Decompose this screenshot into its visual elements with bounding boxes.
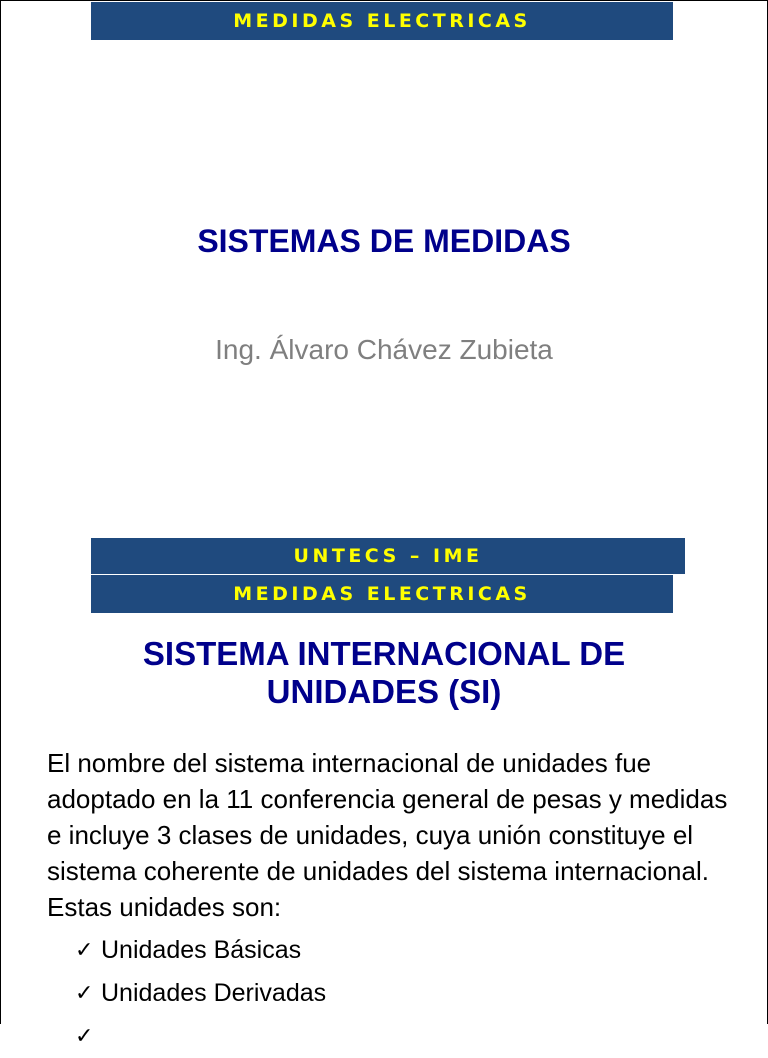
slide1-header-bar: MEDIDAS ELECTRICAS: [91, 2, 673, 40]
bullet-label: Unidades Básicas: [101, 936, 302, 964]
checkmark-icon: ✓: [75, 981, 94, 1006]
checkmark-icon: ✓: [75, 938, 94, 963]
checkmark-icon: ✓: [75, 1024, 94, 1049]
slide2-paragraph: El nombre del sistema internacional de unidades fue adoptado en la 11 conferencia general de pesas y medidas e incluye 3 clases de unidades, cuya unión constituye el sistema coherente de unidades del sistema internacional. Estas unidades son:: [47, 748, 728, 922]
bullet-label: Unidades Derivadas: [101, 979, 327, 1007]
bullet-list: [75, 929, 326, 1058]
slide2-header-bar: MEDIDAS ELECTRICAS: [91, 575, 673, 613]
slide1-author: Ing. Álvaro Chávez Zubieta: [215, 334, 553, 365]
slide1-footer-bar: UNTECS – IME: [91, 538, 685, 574]
bullet-item: [75, 972, 326, 1015]
slide1-title: SISTEMAS DE MEDIDAS: [197, 223, 571, 259]
slide-2: [0, 575, 768, 1049]
bullet-item: [75, 1015, 326, 1058]
slide2-title: SISTEMA INTERNACIONAL DE UNIDADES (SI): [142, 635, 626, 710]
bullet-item: [75, 929, 326, 972]
